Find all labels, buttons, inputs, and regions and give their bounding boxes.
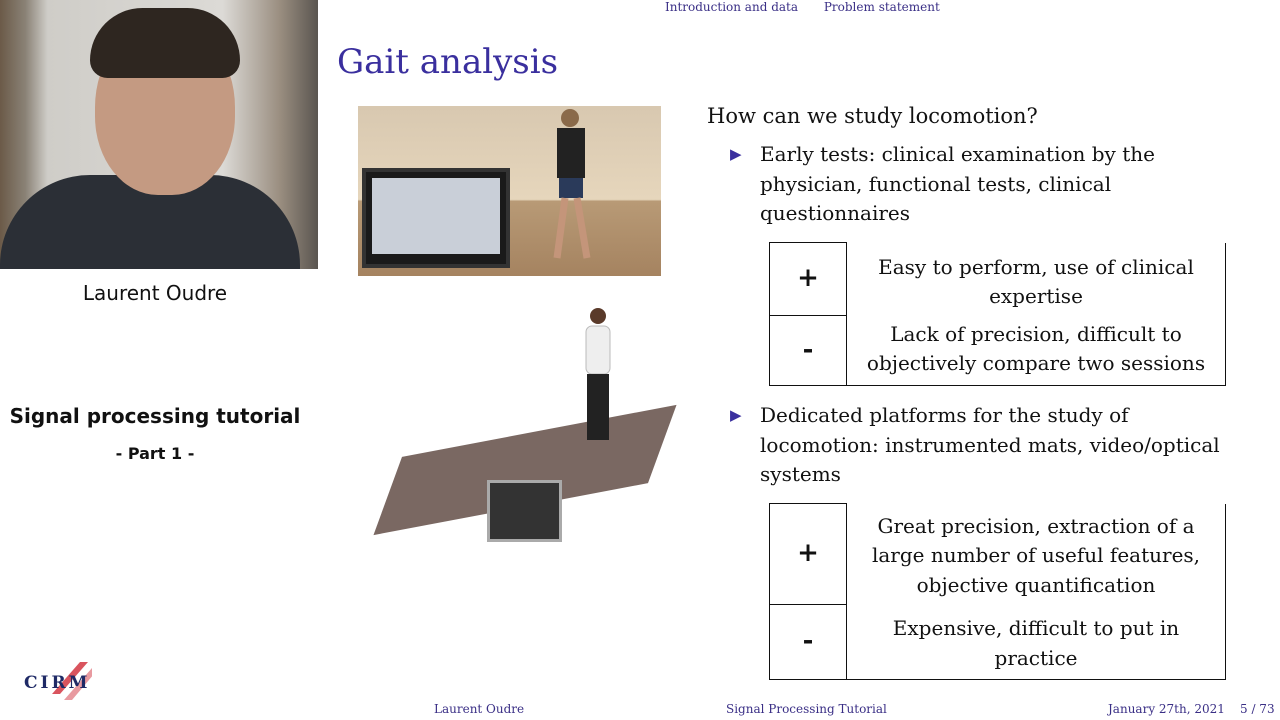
cirm-logo <box>22 660 92 700</box>
bullet-triangle-icon: ▶ <box>730 406 742 424</box>
laptop-image <box>487 480 562 542</box>
bullet-triangle-icon: ▶ <box>730 145 742 163</box>
monitor-image <box>362 168 510 268</box>
pros-cons-table-early <box>769 242 1226 386</box>
talk-title: Signal processing tutorial <box>9 404 301 428</box>
pros-cons-table-platforms <box>769 503 1226 680</box>
cons-text: Lack of precision, difficult to objectively compare two sessions <box>847 316 1226 386</box>
presenter-name: Laurent Oudre <box>82 281 228 305</box>
bullet-text: Early tests: clinical examination by the physician, functional tests, clinical questionnaires <box>760 142 1155 225</box>
presenter-webcam <box>0 0 318 269</box>
svg-text:CIRM: CIRM <box>24 673 91 693</box>
bullet-text: Dedicated platforms for the study of locomotion: instrumented mats, video/optical systems <box>760 403 1220 486</box>
pros-text: Easy to perform, use of clinical expertise <box>847 243 1226 316</box>
walking-person-image <box>535 108 605 268</box>
footer-title: Signal Processing Tutorial <box>726 702 887 716</box>
talk-part: - Part 1 - <box>115 444 195 463</box>
slide-title: Gait analysis <box>337 42 559 82</box>
plus-sign: + <box>770 243 847 316</box>
section-nav <box>665 0 962 14</box>
bullet-early-tests <box>730 140 1160 229</box>
cons-text: Expensive, difficult to put in practice <box>847 604 1226 680</box>
footer-date: January 27th, 2021 <box>1108 702 1225 716</box>
minus-sign: - <box>770 604 847 680</box>
pros-text: Great precision, extraction of a large number of useful features, objective quantification <box>847 504 1226 605</box>
nav-problem-statement[interactable]: Problem statement <box>823 0 940 14</box>
walking-woman-image <box>572 306 624 446</box>
bullet-dedicated-platforms <box>730 401 1220 490</box>
nav-introduction[interactable]: Introduction and data <box>665 0 799 14</box>
plus-sign: + <box>770 504 847 605</box>
minus-sign: - <box>770 316 847 386</box>
footer-author: Laurent Oudre <box>434 702 525 716</box>
footer-page-number: 5 / 73 <box>1240 702 1275 716</box>
slide-question: How can we study locomotion? <box>707 104 1038 128</box>
presenter-hair <box>90 8 240 78</box>
